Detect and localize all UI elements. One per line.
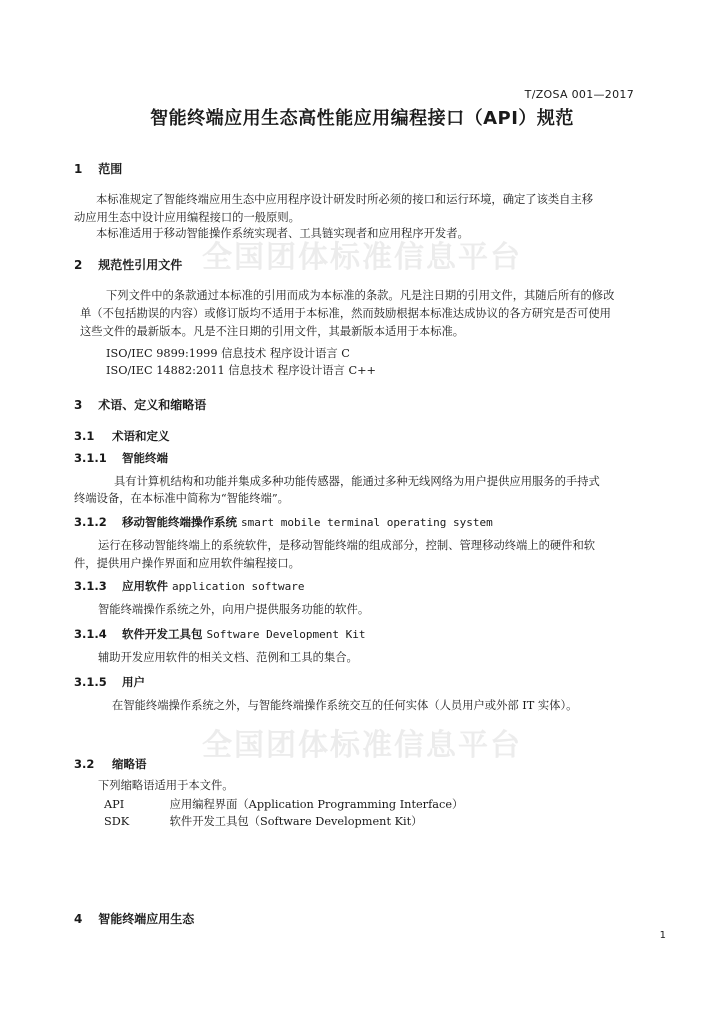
term-3-1-2-def-line1: 运行在移动智能终端上的系统软件，是移动智能终端的组成部分，控制、管理移动终端上的硬件和软 bbox=[98, 539, 596, 552]
term-3-1-3-heading bbox=[74, 578, 304, 594]
s2-para-line2: 单（不包括勘误的内容）或修订版均不适用于本标准，然而鼓励根据本标准达成协议的各方研究是否可使用 bbox=[80, 307, 611, 320]
section-3-heading bbox=[74, 396, 206, 413]
term-3-1-3-title: 应用软件 bbox=[122, 579, 169, 593]
term-3-1-5-number: 3.1.5 bbox=[74, 675, 107, 689]
document-title: 智能终端应用生态高性能应用编程接口（API）规范 bbox=[150, 108, 574, 129]
term-3-1-1-def-line1: 具有计算机结构和功能并集成多种功能传感器，能通过多种无线网络为用户提供应用服务的手持式 bbox=[114, 475, 600, 488]
term-3-1-2-title: 移动智能终端操作系统 bbox=[122, 515, 238, 529]
term-3-1-2-def-line2: 件，提供用户操作界面和应用软件编程接口。 bbox=[74, 557, 300, 570]
s1-para1-line1: 本标准规定了智能终端应用生态中应用程序设计研发时所必须的接口和运行环境，确定了该类自主移 bbox=[96, 193, 594, 206]
abbreviation-term: API bbox=[104, 798, 125, 811]
s2-para-line1: 下列文件中的条款通过本标准的引用而成为本标准的条款。凡是注日期的引用文件，其随后所有的修改 bbox=[106, 289, 615, 302]
section-3-number: 3 bbox=[74, 398, 83, 412]
term-3-1-2-title-en: smart mobile terminal operating system bbox=[241, 516, 493, 529]
section-3-2-heading bbox=[74, 756, 147, 772]
section-1-title: 范围 bbox=[98, 162, 123, 176]
section-4-title: 智能终端应用生态 bbox=[98, 912, 195, 926]
watermark-bottom: 全国团体标准信息平台 bbox=[202, 728, 522, 763]
term-3-1-5-title: 用户 bbox=[122, 675, 146, 689]
term-3-1-4-number: 3.1.4 bbox=[74, 627, 107, 641]
term-3-1-2-number: 3.1.2 bbox=[74, 515, 107, 529]
term-3-1-1-heading bbox=[74, 450, 168, 466]
term-3-1-2-heading bbox=[74, 514, 493, 530]
watermark-top: 全国团体标准信息平台 bbox=[202, 240, 522, 275]
term-3-1-1-number: 3.1.1 bbox=[74, 451, 107, 465]
section-2-number: 2 bbox=[74, 258, 83, 272]
standard-code: T/ZOSA 001—2017 bbox=[524, 88, 634, 101]
section-2-heading bbox=[74, 256, 182, 273]
term-3-1-5-def: 在智能终端操作系统之外，与智能终端操作系统交互的任何实体（人员用户或外部 IT 实体）。 bbox=[112, 699, 578, 712]
term-3-1-4-title: 软件开发工具包 bbox=[122, 627, 203, 641]
abbreviation-term: SDK bbox=[104, 815, 130, 828]
section-1-heading bbox=[74, 160, 122, 177]
term-3-1-3-number: 3.1.3 bbox=[74, 579, 107, 593]
s1-para1-line2: 动应用生态中设计应用编程接口的一般原则。 bbox=[74, 211, 300, 224]
term-3-1-4-heading bbox=[74, 626, 365, 642]
section-4-heading bbox=[74, 910, 194, 927]
s1-para2: 本标准适用于移动智能操作系统实现者、工具链实现者和应用程序开发者。 bbox=[96, 227, 469, 240]
abbreviation-row bbox=[104, 796, 463, 812]
section-3-1-heading bbox=[74, 428, 170, 444]
term-3-1-4-def: 辅助开发应用软件的相关文档、范例和工具的集合。 bbox=[98, 651, 358, 664]
term-3-1-1-title: 智能终端 bbox=[122, 451, 169, 465]
abbreviation-row bbox=[104, 813, 422, 829]
section-2-title: 规范性引用文件 bbox=[98, 258, 183, 272]
abbreviation-desc: 应用编程界面（Application Programming Interface） bbox=[169, 798, 464, 811]
section-3-1-title: 术语和定义 bbox=[112, 429, 170, 443]
section-3-2-number: 3.2 bbox=[74, 757, 95, 771]
section-4-number: 4 bbox=[74, 912, 83, 926]
section-3-title: 术语、定义和缩略语 bbox=[98, 398, 207, 412]
s2-para-line3: 这些文件的最新版本。凡是不注日期的引用文件，其最新版本适用于本标准。 bbox=[80, 325, 465, 338]
section-3-2-title: 缩略语 bbox=[112, 757, 147, 771]
reference-iso-14882: ISO/IEC 14882:2011 信息技术 程序设计语言 C++ bbox=[106, 364, 377, 377]
section-3-1-number: 3.1 bbox=[74, 429, 95, 443]
term-3-1-3-def: 智能终端操作系统之外，向用户提供服务功能的软件。 bbox=[98, 603, 370, 616]
section-1-number: 1 bbox=[74, 162, 83, 176]
reference-iso-9899: ISO/IEC 9899:1999 信息技术 程序设计语言 C bbox=[106, 347, 350, 360]
page-number: 1 bbox=[659, 930, 666, 941]
term-3-1-3-title-en: application software bbox=[172, 580, 305, 593]
abbreviation-desc: 软件开发工具包（Software Development Kit） bbox=[169, 815, 423, 828]
term-3-1-1-def-line2: 终端设备，在本标准中简称为“智能终端”。 bbox=[74, 492, 289, 505]
term-3-1-4-title-en: Software Development Kit bbox=[206, 628, 366, 641]
abbreviations-intro: 下列缩略语适用于本文件。 bbox=[98, 779, 234, 792]
term-3-1-5-heading bbox=[74, 674, 145, 690]
